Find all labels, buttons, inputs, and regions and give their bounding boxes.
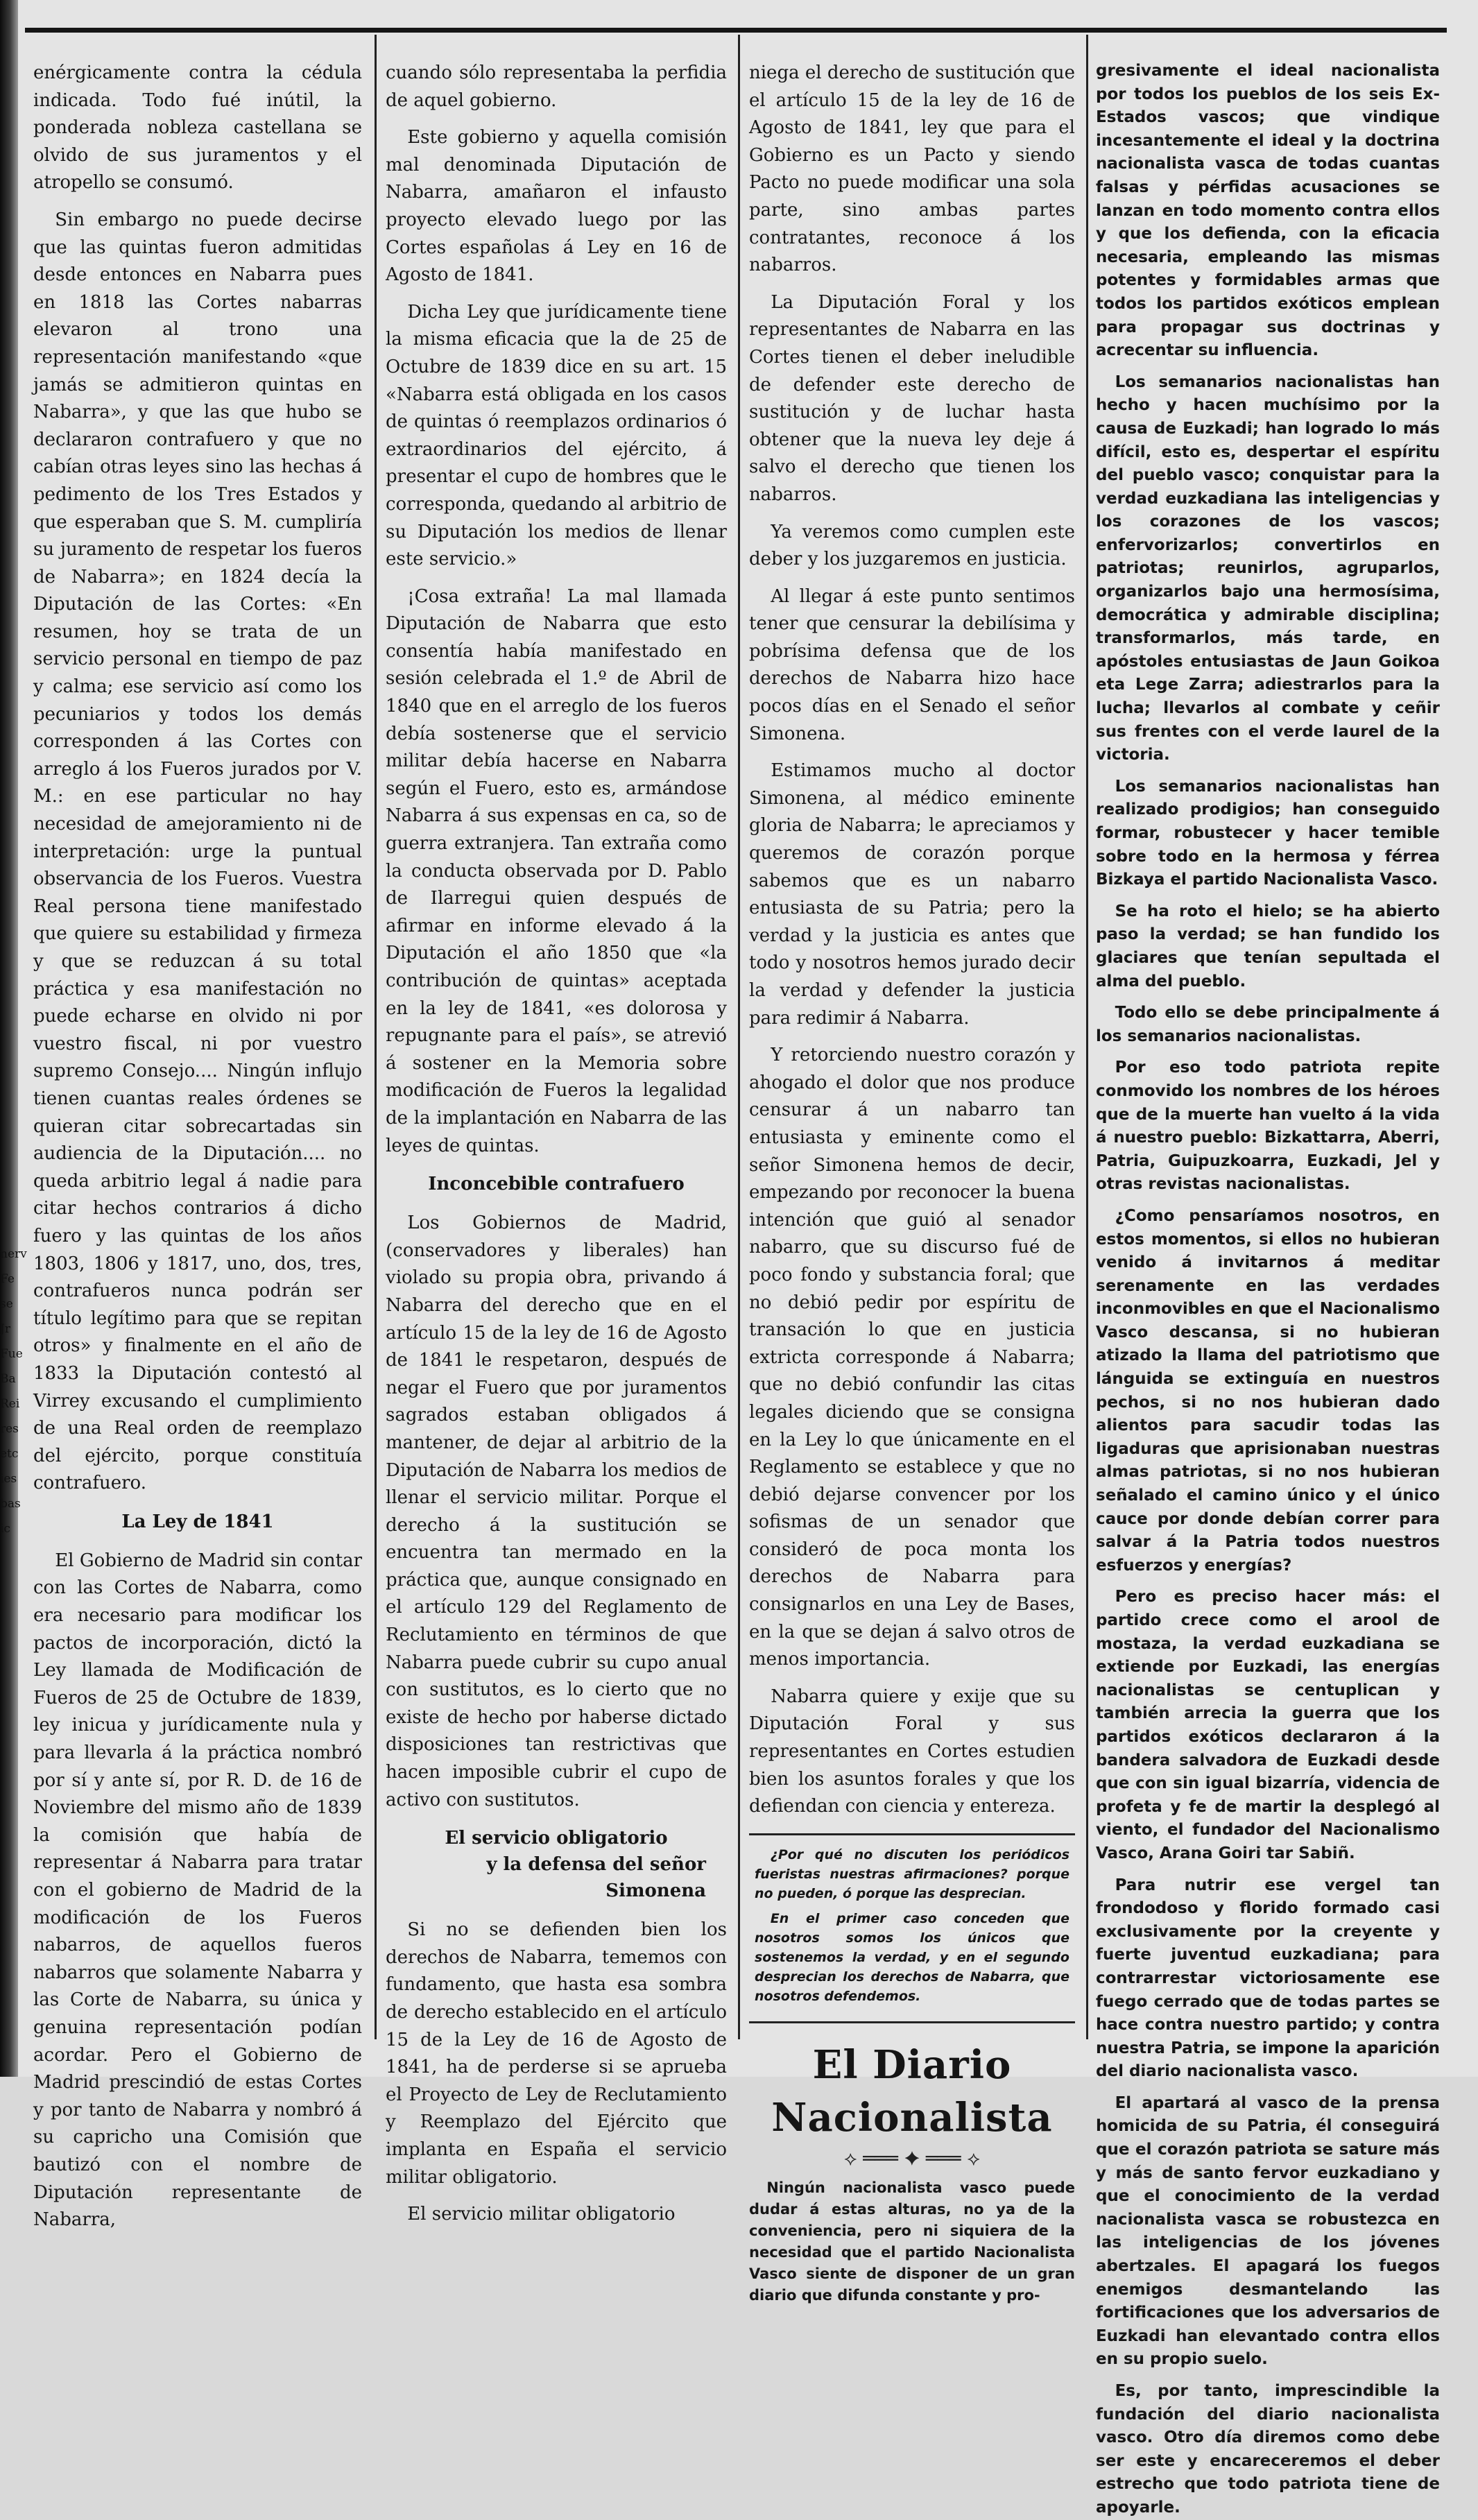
column-1	[33, 60, 362, 2231]
section-subheading: y la defensa del señor Simonena	[486, 1854, 706, 1902]
fragment: etc	[0, 1447, 19, 1461]
paragraph: Los Gobiernos de Madrid, (conservadores y liberales) han violado su propia obra, privando á Nabarra del derecho que en el artículo 15 de la ley de 16 de Agosto de 1841 le respetaron, después de negar el Fuero que por juramentos sagrados estaban obligados á mantener, de dejar al arbitrio de la Diputación de Nabarra los medios de llenar el servicio militar. Porque el derecho á la sustitución se encuentra tan mermado en la práctica que, aunque consignado en el artículo 129 del Reglamento de Reclutamiento en términos de que Nabarra puede cubrir su cupo anual con sustitutos, es lo cierto que no existe de hecho por haberse dictado disposiciones tan restrictivas que hacen imposible cubrir el cupo de activo con sustitutos.	[386, 1212, 727, 1810]
fragment: se	[0, 1297, 13, 1311]
column-rule	[375, 35, 377, 2039]
fragment: Ba	[0, 1372, 16, 1386]
column-2	[386, 60, 727, 2225]
paragraph: Al llegar á este punto sentimos tener que censurar la debilísima y pobrísima defensa que de los derechos de Nabarra hizo hace pocos días en el Senado el señor Simonena.	[749, 585, 1075, 744]
paragraph: enérgicamente contra la cédula indicada. Todo fué inútil, la ponderada nobleza castellana se olvido de sus juramentos y el atropello se consumó.	[33, 62, 362, 194]
paragraph: Dicha Ley que jurídicamente tiene la misma eficacia que la de 25 de Octubre de 1839 dice en su art. 15 «Nabarra está obligada en los casos de quintas ó reemplazos ordinarios ó extraordinarios del ejército, á presentar el cupo de hombres que le corresponda, quedando al arbitrio de su Diputación los medios de llenar este servicio.»	[386, 301, 727, 570]
paragraph: niega el derecho de sustitución que el artículo 15 de la ley de 16 de Agosto de 1841, ley que para el Gobierno es un Pacto y siendo Pacto no puede modificar una sola parte, sino ambas partes contratantes, reconoce á los nabarros.	[749, 62, 1075, 276]
fragment: ies	[0, 1472, 17, 1486]
paragraph: Este gobierno y aquella comisión mal denominada Diputación de Nabarra, amañaron el infausto proyecto elevado luego por las Cortes españolas á Ley en 16 de Agosto de 1841.	[386, 127, 727, 286]
adjacent-page-fragments	[0, 1242, 28, 1541]
fragment: ic	[0, 1522, 10, 1536]
paragraph: Es, por tanto, imprescindible la fundación del diario nacionalista vasco. Otro día diremos como debe ser este y encareceremos el deber estrecho que todo patriota tiene de apoyarle.	[1096, 2382, 1440, 2517]
fragment: nerv	[0, 1247, 27, 1261]
notice-text: ¿Por qué no discuten los periódicos fueristas nuestras afirmaciones? porque no pueden, ó porque las desprecian.	[755, 1846, 1069, 1901]
paragraph: Para nutrir ese vergel tan frondodoso y florido formado casi exclusivamente por la creyente y fuerte juventud euzkadiana; para contrarrestar victoriosamente ese fuego cerrado que de todas partes se hace contra nuestro partido; y contra nuestra Patria, se impone la aparición del diario nacionalista vasco.	[1096, 1876, 1440, 2081]
paragraph: Nabarra quiere y exije que su Diputación Foral y sus representantes en Cortes estudien bien los asuntos forales y que los defiendan con ciencia y entereza.	[749, 1686, 1075, 1817]
paragraph: Estimamos mucho al doctor Simonena, al médico eminente gloria de Nabarra; le apreciamos y queremos de corazón porque sabemos que es un nabarro entusiasta de su Patria; pero la verdad y la justicia es antes que todo y nosotros hemos jurado decir la verdad y defender la justicia para redimir á Nabarra.	[749, 760, 1075, 1029]
fragment: Fue	[0, 1347, 23, 1361]
paragraph: El servicio militar obligatorio	[407, 2204, 676, 2225]
ornament-divider: ⟡ ═══ ✦ ═══ ⟡	[844, 2146, 980, 2170]
paragraph: Los semanarios nacionalistas han hecho y hacen muchísimo por la causa de Euzkadi; han logrado lo más difícil, esto es, despertar el espíritu del pueblo vasco; conquistar para la verdad euzkadiana las inteligencias y los corazones de los vascos; enfervorizarlos; convertirlos en patriotas; reunirlos, agruparlos, organizarlos bajo una hermosísima, democrática y admirable disciplina; transformarlos, más tarde, en apóstoles entusiastas de Jaun Goikoa eta Lege Zarra; adiestrarlos para la lucha; llevarlos al combate y ceñir sus frentes con el verde laurel de la victoria.	[1096, 372, 1440, 764]
paragraph: Todo ello se debe principalmente á los semanarios nacionalistas.	[1096, 1004, 1440, 1045]
masthead-title: El Diario Nacionalista	[771, 2041, 1053, 2141]
paragraph: El Gobierno de Madrid sin contar con las Cortes de Nabarra, como era necesario para modificar los pactos de incorporación, dictó la Ley llamada de Modificación de Fueros de 25 de Octubre de 1839, ley inicua y jurídicamente nula y para llevarla á la práctica nombró por sí y ante sí, por R. D. de 16 de Noviembre del mismo año de 1839 la comisión que había de representar á Nabarra para tratar con el gobierno de Madrid de la modificación de los Fueros nabarros, de aquellos fueros nabarros que solamente Nabarra y las Corte de Nabarra, su única y genuina representación podían acordar. Pero el Gobierno de Madrid prescindió de estas Cortes y por tanto de Nabarra y nombró á su capricho una Comisión que bautizó con el nombre de Diputación representante de Nabarra,	[33, 1550, 362, 2231]
top-rule	[25, 28, 1447, 33]
paragraph: La Diputación Foral y los representantes de Nabarra en las Cortes tienen el deber ineludible de defender este derecho de sustitución y de luchar hasta obtener que la nueva ley deje á salvo el derecho que tienen los nabarros.	[749, 291, 1075, 505]
column-4	[1096, 60, 1440, 2517]
section-heading: El servicio obligatorio	[445, 1828, 668, 1849]
fragment: Jr	[0, 1322, 10, 1336]
fragment: res	[0, 1422, 19, 1436]
paragraph: Se ha roto el hielo; se ha abierto paso la verdad; se han fundido los glaciares que tenían sepultada el alma del pueblo.	[1096, 902, 1440, 991]
fragment: Rei	[0, 1397, 20, 1411]
paragraph: El apartará al vasco de la prensa homicida de su Patria, él conseguirá que el corazón patriota se sature más y más de santo fervor euzkadiano y que el conocimiento de la verdad nacionalista vasca se robustezca en las inteligencias de los jóvenes abertzales. El apagará los fuegos enemigos desmantelando las fortificaciones que los adversarios de Euzkadi han elevantado contra ellos en su propio suelo.	[1096, 2093, 1440, 2369]
paragraph: Los semanarios nacionalistas han realizado prodigios; han conseguido formar, robustecer y hacer temible sobre todo en la hermosa y férrea Bizkaya el partido Nacionalista Vasco.	[1096, 777, 1440, 889]
paragraph: Sin embargo no puede decirse que las quintas fueron admitidas desde entonces en Nabarra pues en 1818 las Cortes nabarras elevaron al trono una representación manifestando «que jamás se admitieron quintas en Nabarra», y que las que hubo se declararon contrafuero y que no cabían otras leyes sino las hechas á pedimento de los Tres Estados y que esperaban que S. M. cumpliría su juramento de respetar los fueros de Nabarra»; en 1824 decía la Diputación de las Cortes: «En resumen, hoy se trata de un servicio personal en tiempo de paz y calma; ese servicio así como los pecuniarios y todos los demás corresponden á las Cortes con arreglo á los Fueros jurados por V. M.: en ese particular no hay necesidad de amejoramiento ni de interpretación: urge la puntual observancia de los Fueros. Vuestra Real persona tiene manifestado que quiere su estabilidad y firmeza y que se reduzcan á su total práctica y esa manifestación no puede echarse en olvido ni por vuestro fiscal, ni por vuestro supremo Consejo.... Ningún influjo tienen cuantas reales órdenes se quieran citar sobrecartadas sin audiencia de la Diputación.... no queda arbitrio legal á nadie para citar hechos contrarios á dicho fuero y las quintas de los años 1803, 1806 y 1817, uno, dos, tres, contrafueros nunca podrán ser título legítimo para que se repitan otros» y finalmente en el año de 1833 la Diputación contestó al Virrey excusando el cumplimiento de una Real orden de reemplazo del ejército, porque constituía contrafuero.	[33, 209, 362, 1494]
section-heading: La Ley de 1841	[121, 1511, 274, 1532]
section-heading: Inconcebible contrafuero	[428, 1174, 685, 1195]
paragraph: Ningún nacionalista vasco puede dudar á estas alturas, no ya de la conveniencia, pero ni siquiera de la necesidad que el partido Nacionalista Vasco siente de disponer de un gran diario que difunda constante y pro-	[749, 2179, 1075, 2304]
paragraph: Ya veremos como cumplen este deber y los juzgaremos en justicia.	[749, 521, 1075, 570]
column-rule	[1086, 35, 1088, 2039]
paragraph: cuando sólo representaba la perfidia de aquel gobierno.	[386, 62, 727, 111]
paragraph: Si no se defienden bien los derechos de Nabarra, tememos con fundamento, que hasta esa sombra de derecho establecido en el artículo 15 de la Ley de 16 de Agosto de 1841, ha de perderse si se aprueba el Proyecto de Ley de Reclutamiento y Reemplazo del Ejército que implanta en España el servicio militar obligatorio.	[386, 1919, 727, 2188]
fragment: Fe	[0, 1272, 15, 1286]
page-edge-shadow	[0, 0, 18, 2077]
paragraph: Y retorciendo nuestro corazón y ahogado el dolor que nos produce censurar á un nabarro tan entusiasta y eminente como el señor Simonena hemos de decir, empezando por reconocer la buena intención que guió al senador nabarro, que su discurso fué de poco fondo y substancia foral; que no debió pedir por espíritu de transación lo que en justicia extricta corresponde á Nabarra; que no debió confundir las citas legales diciendo que se consigna en la Ley lo que únicamente en el Reglamento se establece y que no debió dejarse convencer por los sofismas de un senador que consideró de poca monta los derechos de Nabarra para consignarlos en una Ley de Bases, en la que se dejan á salvo otros de menos importancia.	[749, 1045, 1075, 1670]
boxed-notice	[749, 1833, 1075, 2023]
paragraph: Por eso todo patriota repite conmovido los nombres de los héroes que de la muerte han vuelto á la vida á nuestro pueblo: Bizkattarra, Aberri, Patria, Guipuzkoarra, Euzkadi, Jel y otras revistas nacionalistas.	[1096, 1058, 1440, 1194]
paragraph: gresivamente el ideal nacionalista por todos los pueblos de los seis Ex-Estados vascos; que vindique incesantemente el ideal y la doctrina nacionalista vasca de todas cuantas falsas y pérfidas acusaciones se lanzan en todo momento contra ellos y que los defienda, con la eficacia necesaria, empleando las mismas potentes y formidables armas que todos los partidos exóticos emplean para propagar sus doctrinas y acrecentar su influencia.	[1096, 62, 1440, 360]
notice-text: En el primer caso conceden que nosotros somos los únicos que sostenemos la verdad, y en el segundo desprecian los derechos de Nabarra, que nosotros defendemos.	[755, 1910, 1069, 2004]
column-rule	[738, 35, 740, 2039]
paragraph: ¡Cosa extraña! La mal llamada Diputación de Nabarra que esto consentía había manifestado en sesión celebrada el 1.º de Abril de 1840 que en el arreglo de los fueros debía sostenerse que el servicio militar debía hacerse en Nabarra según el Fuero, esto es, armándose Nabarra á sus expensas en ca, so de guerra extranjera. Tan extraña como la conducta observada por D. Pablo de Ilarregui quien después de afirmar en informe elevado á la Diputación el año 1850 que «la contribución de quintas» aceptada en la ley de 1841, «es dolorosa y repugnante para el país», se atrevió á sostener en la Memoria sobre modificación de Fueros la legalidad de la implantación en Nabarra de las leyes de quintas.	[386, 585, 727, 1156]
column-3	[749, 60, 1075, 2304]
fragment: bas	[0, 1497, 21, 1511]
paragraph: ¿Como pensaríamos nosotros, en estos momentos, si ellos no hubieran venido á invitarnos á meditar serenamente en las verdades inconmovibles en que el Nacionalismo Vasco descansa, si no hubieran atizado la llama del patriotismo que lánguida se extinguía en nuestros pechos, si no nos hubieran dado alientos para sacudir todas las ligaduras que aprisionaban nuestras almas patriotas, si no nos hubieran señalado el camino único y el único cauce por donde debían correr para salvar á la Patria todos nuestros esfuerzos y energías?	[1096, 1206, 1440, 1575]
paragraph: Pero es preciso hacer más: el partido crece como el arool de mostaza, la verdad euzkadiana se extiende por Euzkadi, las energías nacionalistas se centuplican y también arrecia la guerra que los partidos exóticos declararon á la bandera salvadora de Euzkadi desde que con sin igual bizarría, videncia de profeta y fe de martir la desplegó al viento, el fundador del Nacionalismo Vasco, Arana Goiri tar Sabiñ.	[1096, 1588, 1440, 1862]
